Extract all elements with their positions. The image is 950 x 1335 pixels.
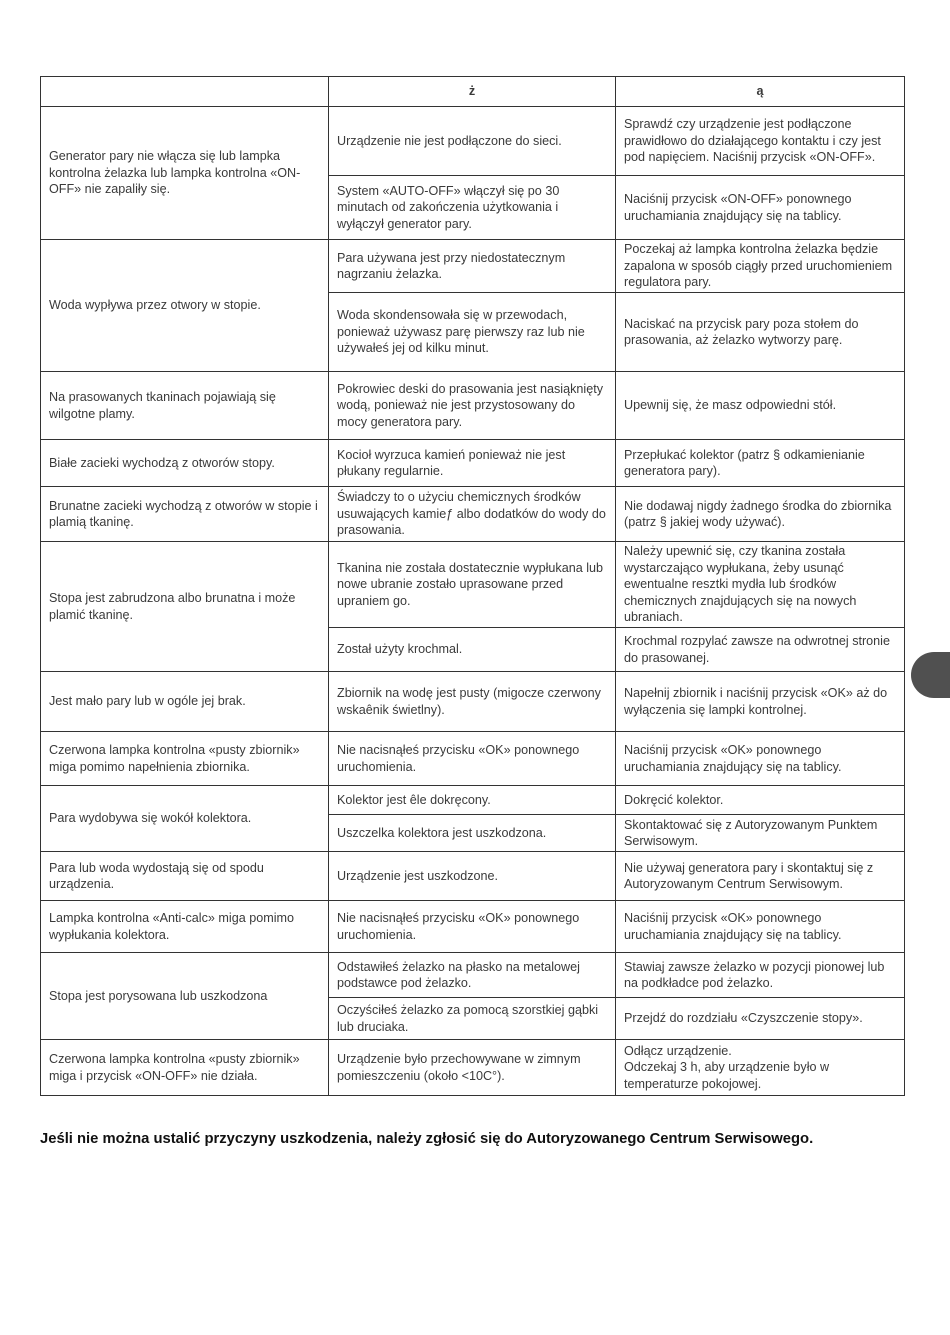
solution-cell: Naciśnij przycisk «OK» ponownego uruchamiania znajdujący się na tablicy. bbox=[616, 732, 905, 786]
cause-cell: Para używana jest przy niedostatecznym nagrzaniu żelazka. bbox=[329, 240, 616, 293]
solution-cell: Sprawdź czy urządzenie jest podłączone prawidłowo do działającego kontaktu i czy jest pod napięciem. Naciśnij przycisk «ON-OFF». bbox=[616, 107, 905, 176]
table-row bbox=[41, 732, 905, 786]
problem-cell: Białe zacieki wychodzą z otworów stopy. bbox=[41, 440, 329, 487]
table-row bbox=[41, 107, 905, 176]
solution-cell: Krochmal rozpylać zawsze na odwrotnej stronie do prasowanej. bbox=[616, 628, 905, 672]
cause-cell: Został użyty krochmal. bbox=[329, 628, 616, 672]
table-row bbox=[41, 240, 905, 293]
cause-cell: Urządzenie było przechowywane w zimnym pomieszczeniu (około <10C°). bbox=[329, 1040, 616, 1096]
table-row bbox=[41, 852, 905, 901]
cause-cell: Nie nacisnąłeś przycisku «OK» ponownego uruchomienia. bbox=[329, 732, 616, 786]
solution-cell: Skontaktować się z Autoryzowanym Punktem Serwisowym. bbox=[616, 815, 905, 852]
header-solution: ą bbox=[616, 77, 905, 107]
footer-note: Jeśli nie można ustalić przyczyny uszkodzenia, należy zgłosić się do Autoryzowanego Centrum Serwisowego. bbox=[40, 1131, 814, 1147]
problem-cell: Para lub woda wydostają się od spodu urządzenia. bbox=[41, 852, 329, 901]
problem-cell: Na prasowanych tkaninach pojawiają się wilgotne plamy. bbox=[41, 372, 329, 440]
problem-cell: Generator pary nie włącza się lub lampka kontrolna żelazka lub lampka kontrolna «ON-OFF» nie zapaliły się. bbox=[41, 107, 329, 240]
cause-cell: Odstawiłeś żelazko na płasko na metalowej podstawce pod żelazko. bbox=[329, 953, 616, 998]
problem-cell: Woda wypływa przez otwory w stopie. bbox=[41, 240, 329, 372]
problem-cell: Para wydobywa się wokół kolektora. bbox=[41, 786, 329, 852]
cause-cell: Kolektor jest êle dokręcony. bbox=[329, 786, 616, 815]
cause-cell: Woda skondensowała się w przewodach, ponieważ używasz parę pierwszy raz lub nie używałeś jej od kilku minut. bbox=[329, 293, 616, 372]
table-body bbox=[41, 107, 905, 1096]
table-row bbox=[41, 372, 905, 440]
problem-cell: Brunatne zacieki wychodzą z otworów w stopie i plamią tkaninę. bbox=[41, 487, 329, 542]
solution-cell: Przepłukać kolektor (patrz § odkamienianie generatora pary). bbox=[616, 440, 905, 487]
solution-cell: Naciśnij przycisk «ON-OFF» ponownego uruchamiania znajdujący się na tablicy. bbox=[616, 176, 905, 240]
solution-cell: Przejdź do rozdziału «Czyszczenie stopy». bbox=[616, 998, 905, 1040]
table-row bbox=[41, 440, 905, 487]
problem-cell: Czerwona lampka kontrolna «pusty zbiornik» miga i przycisk «ON-OFF» nie działa. bbox=[41, 1040, 329, 1096]
table-row bbox=[41, 786, 905, 815]
cause-cell: Urządzenie nie jest podłączone do sieci. bbox=[329, 107, 616, 176]
cause-cell: Tkanina nie została dostatecznie wypłukana lub nowe ubranie zostało uprasowane przed upraniem go. bbox=[329, 542, 616, 628]
cause-cell: Nie nacisnąłeś przycisku «OK» ponownego uruchomienia. bbox=[329, 901, 616, 953]
solution-cell: Należy upewnić się, czy tkanina została wystarczająco wypłukana, żeby usunąć ewentualne resztki mydła lub środków chemicznych znajdujących się na nowych ubraniach. bbox=[616, 542, 905, 628]
solution-cell: Upewnij się, że masz odpowiedni stół. bbox=[616, 372, 905, 440]
solution-cell: Napełnij zbiornik i naciśnij przycisk «OK» aż do wyłączenia się lampki kontrolnej. bbox=[616, 672, 905, 732]
problem-cell: Lampka kontrolna «Anti-calc» miga pomimo wypłukania kolektora. bbox=[41, 901, 329, 953]
table-row bbox=[41, 672, 905, 732]
cause-cell: Urządzenie jest uszkodzone. bbox=[329, 852, 616, 901]
troubleshooting-table bbox=[40, 76, 905, 1096]
solution-cell: Naciśnij przycisk «OK» ponownego uruchamiania znajdujący się na tablicy. bbox=[616, 901, 905, 953]
solution-cell: Odłącz urządzenie. Odczekaj 3 h, aby urządzenie było w temperaturze pokojowej. bbox=[616, 1040, 905, 1096]
problem-cell: Czerwona lampka kontrolna «pusty zbiornik» miga pomimo napełnienia zbiornika. bbox=[41, 732, 329, 786]
cause-cell: Świadczy to o użyciu chemicznych środków usuwających kamieƒ albo dodatków do wody do prasowania. bbox=[329, 487, 616, 542]
table-row bbox=[41, 487, 905, 542]
solution-cell: Stawiaj zawsze żelazko w pozycji pionowej lub na podkładce pod żelazko. bbox=[616, 953, 905, 998]
cause-cell: System «AUTO-OFF» włączył się po 30 minutach od zakończenia użytkowania i wyłączył generator pary. bbox=[329, 176, 616, 240]
problem-cell: Stopa jest zabrudzona albo brunatna i może plamić tkaninę. bbox=[41, 542, 329, 672]
table-row bbox=[41, 953, 905, 998]
cause-cell: Uszczelka kolektora jest uszkodzona. bbox=[329, 815, 616, 852]
solution-cell: Dokręcić kolektor. bbox=[616, 786, 905, 815]
table-row bbox=[41, 901, 905, 953]
cause-cell: Pokrowiec deski do prasowania jest nasiąknięty wodą, ponieważ nie jest przystosowany do mocy generatora pary. bbox=[329, 372, 616, 440]
table-row bbox=[41, 542, 905, 628]
cause-cell: Kocioł wyrzuca kamień ponieważ nie jest płukany regularnie. bbox=[329, 440, 616, 487]
solution-cell: Nie używaj generatora pary i skontaktuj się z Autoryzowanym Centrum Serwisowym. bbox=[616, 852, 905, 901]
solution-cell: Naciskać na przycisk pary poza stołem do prasowania, aż żelazko wytworzy parę. bbox=[616, 293, 905, 372]
header-problem bbox=[41, 77, 329, 107]
problem-cell: Jest mało pary lub w ogóle jej brak. bbox=[41, 672, 329, 732]
solution-cell: Nie dodawaj nigdy żadnego środka do zbiornika (patrz § jakiej wody używać). bbox=[616, 487, 905, 542]
solution-cell: Poczekaj aż lampka kontrolna żelazka będzie zapalona w sposób ciągły przed uruchomieniem regulatora pary. bbox=[616, 240, 905, 293]
cause-cell: Zbiornik na wodę jest pusty (migocze czerwony wskaênik świetlny). bbox=[329, 672, 616, 732]
header-cause: ż bbox=[329, 77, 616, 107]
table-row bbox=[41, 1040, 905, 1096]
problem-cell: Stopa jest porysowana lub uszkodzona bbox=[41, 953, 329, 1040]
cause-cell: Oczyściłeś żelazko za pomocą szorstkiej gąbki lub druciaka. bbox=[329, 998, 616, 1040]
page-tab-marker bbox=[911, 652, 950, 698]
header-row bbox=[41, 77, 905, 107]
